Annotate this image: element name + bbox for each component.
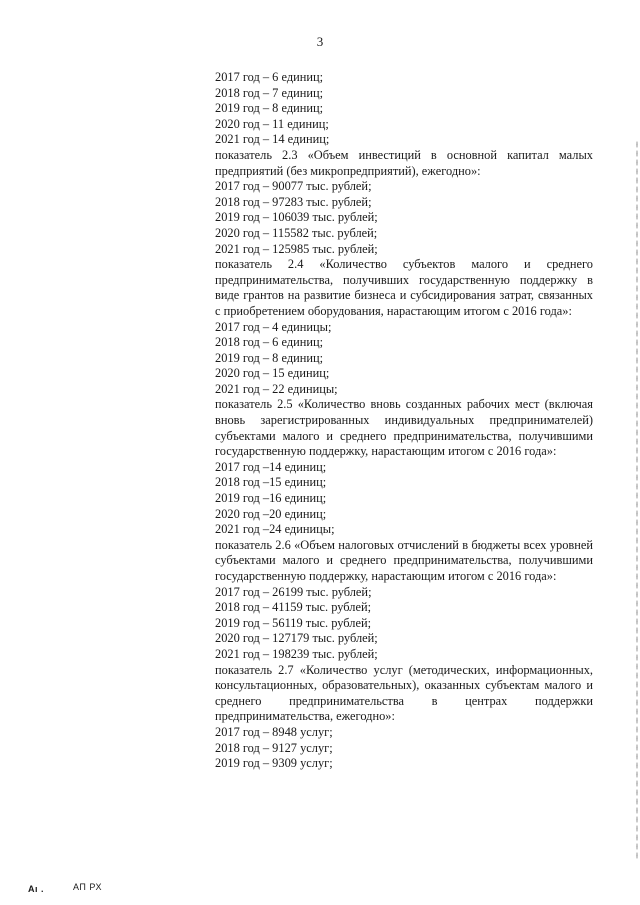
scan-edge-dots [636,140,638,860]
value-line: 2018 год – 7 единиц; [215,85,324,100]
value-line: 2017 год – 6 единиц; [215,70,324,84]
value-line: 2018 год – 9127 услуг; [215,740,333,755]
value-line: 2020 год – 115582 тыс. рублей; [215,225,378,240]
value-line: 2021 год – 198239 тыс. рублей; [215,646,378,661]
document-body [215,70,593,772]
indicator-paragraph: показатель 2.3 «Объем инвестиций в основной капитал малых предприятий (без микропредприятий), ежегодно»: [215,147,593,178]
page-number: 3 [316,34,324,49]
footer-code: Аı . [28,884,45,894]
value-line: 2018 год –15 единиц; [215,475,327,490]
value-line: 2020 год – 15 единиц; [215,366,330,381]
value-line: 2019 год – 8 единиц; [215,101,324,116]
indicator-paragraph: показатель 2.6 «Объем налоговых отчислений в бюджеты всех уровней субъектами малого и среднего предпринимательства, получившими государственную поддержку, нарастающим итогом с 2016 года»: [215,537,593,583]
value-line: 2017 год – 8948 услуг; [215,724,333,739]
value-line: 2017 год – 26199 тыс. рублей; [215,584,372,599]
value-line: 2021 год –24 единицы; [215,522,335,537]
indicator-paragraph: показатель 2.4 «Количество субъектов малого и среднего предпринимательства, получивших государственную поддержку в виде грантов на развитие бизнеса и субсидирования затрат, связанных с приобретением оборудования, нарастающим итогом с 2016 года»: [215,257,593,318]
indicator-paragraph: показатель 2.5 «Количество вновь созданных рабочих мест (включая вновь зарегистрированных индивидуальных предпринимателей) субъектами малого и среднего предпринимательства, получившими государственную поддержку, нарастающим итогом с 2016 года»: [215,397,593,459]
value-line: 2017 год –14 единиц; [215,459,327,474]
value-line: 2020 год – 11 единиц; [215,116,329,131]
value-line: 2019 год –16 единиц; [215,491,327,506]
value-line: 2019 год – 9309 услуг; [215,756,333,771]
value-line: 2019 год – 56119 тыс. рублей; [215,615,372,630]
value-line: 2017 год – 90077 тыс. рублей; [215,179,372,194]
value-line: 2020 год –20 единиц; [215,506,327,521]
footer-mark: АП РХ [73,882,102,892]
value-line: 2020 год – 127179 тыс. рублей; [215,631,378,646]
value-line: 2018 год – 41159 тыс. рублей; [215,600,372,615]
value-line: 2018 год – 97283 тыс. рублей; [215,194,372,209]
value-line: 2019 год – 8 единиц; [215,350,324,365]
value-line: 2021 год – 125985 тыс. рублей; [215,241,378,256]
value-line: 2017 год – 4 единицы; [215,319,332,334]
indicator-paragraph: показатель 2.7 «Количество услуг (методических, информационных, консультационных, образовательных), оказанных субъектам малого и среднего предпринимательства в центрах поддержки предпринимательства, ежегодно»: [215,662,593,724]
value-line: 2021 год – 22 единицы; [215,381,338,396]
value-line: 2019 год – 106039 тыс. рублей; [215,210,378,225]
value-line: 2018 год – 6 единиц; [215,335,324,350]
value-line: 2021 год – 14 единиц; [215,132,330,147]
